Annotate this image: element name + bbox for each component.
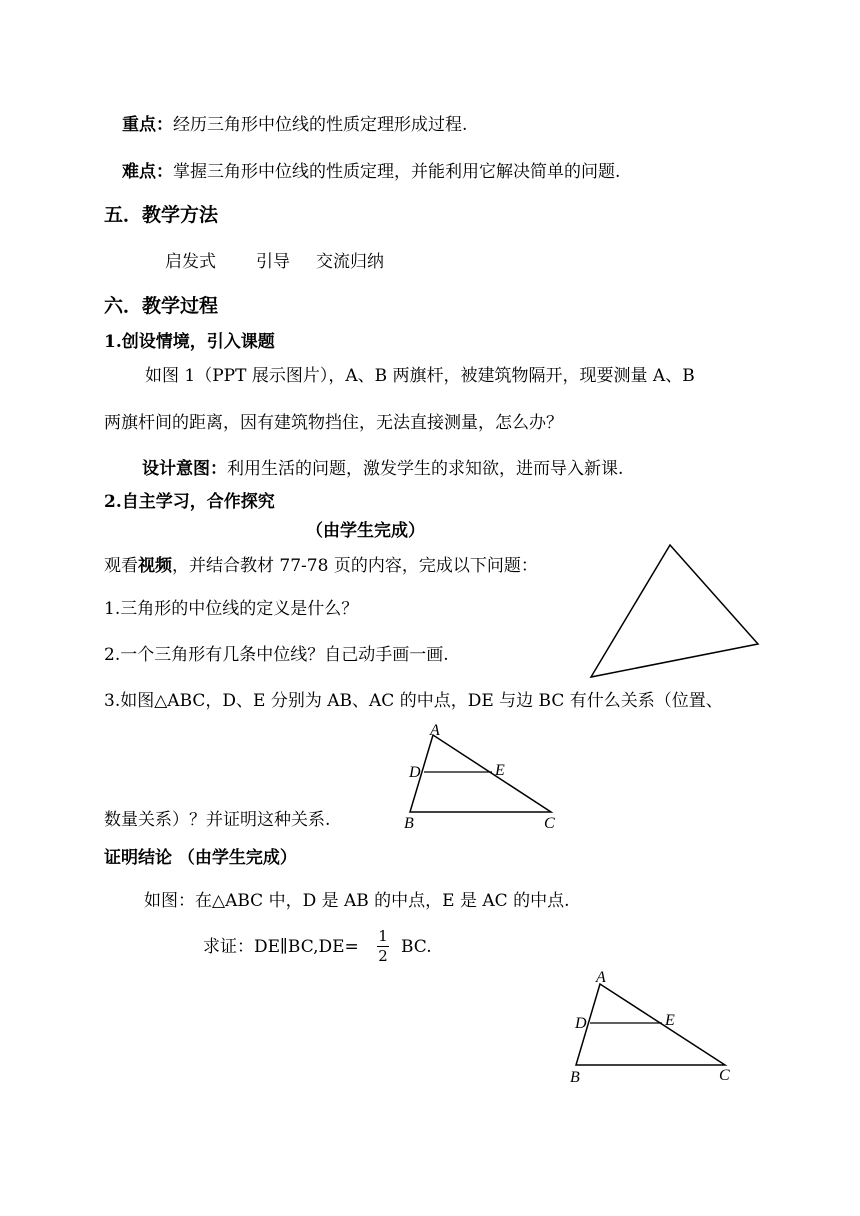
label-e-1: E: [495, 762, 505, 779]
section6-title: 六．教学过程: [104, 295, 219, 317]
difficulty-text: 掌握三角形中位线的性质定理，并能利用它解决简单的问题.: [173, 162, 621, 182]
difficulty-label: 难点：: [122, 162, 173, 182]
difficulty-line: [122, 160, 620, 184]
triangle-abc-1: [410, 735, 551, 812]
label-b-2: B: [570, 1069, 580, 1086]
focus-text: 经历三角形中位线的性质定理形成过程.: [173, 115, 468, 135]
watch-line: [104, 554, 538, 578]
intent-text: 利用生活的问题，激发学生的求知欲，进而导入新课.: [227, 459, 624, 479]
methods-line: [165, 250, 384, 274]
part1-title: 1.创设情境，引入课题: [104, 332, 275, 352]
proof-given: 如图：在△ABC 中，D 是 AB 的中点，E 是 AC 的中点.: [144, 891, 570, 911]
label-a-2: A: [596, 969, 606, 986]
fraction-one-half: [377, 928, 389, 965]
method-1: 启发式: [165, 252, 216, 272]
label-c-2: C: [719, 1067, 730, 1084]
blank-triangle: [591, 545, 758, 677]
proof-title: 证明结论 （由学生完成）: [104, 848, 297, 868]
watch-pre: 观看: [104, 556, 138, 576]
label-d-1: D: [409, 764, 421, 781]
watch-bold: 视频: [138, 556, 172, 576]
question-3-line2: 数量关系）？并证明这种关系.: [104, 810, 331, 830]
proof-prove-post: BC.: [401, 937, 432, 957]
part2-subtitle: （由学生完成）: [306, 521, 425, 541]
label-d-2: D: [575, 1015, 587, 1032]
method-3: 交流归纳: [316, 252, 384, 272]
question-2: 2.一个三角形有几条中位线？自己动手画一画.: [104, 645, 449, 665]
part1-line1: 如图 1（PPT 展示图片），A、B 两旗杆，被建筑物隔开，现要测量 A、B: [145, 366, 695, 386]
focus-label: 重点：: [122, 115, 173, 135]
label-b-1: B: [404, 815, 414, 832]
part2-title: 2.自主学习，合作探究: [104, 492, 275, 512]
intent-line: [142, 457, 623, 481]
watch-post: ，并结合教材 77-78 页的内容，完成以下问题：: [172, 556, 538, 576]
intent-label: 设计意图：: [142, 459, 227, 479]
question-3-line1: 3.如图△ABC，D、E 分别为 AB、AC 的中点，DE 与边 BC 有什么关系（位置、: [104, 691, 723, 711]
section5-title: 五．教学方法: [104, 204, 219, 226]
fraction-numerator: 1: [378, 927, 388, 945]
label-a-1: A: [430, 722, 440, 739]
proof-prove-pre: 求证：DE∥BC,DE=: [203, 937, 359, 957]
label-c-1: C: [544, 815, 555, 832]
fraction-denominator: 2: [378, 947, 388, 965]
focus-line: [122, 113, 467, 137]
triangle-abc-2: [576, 984, 725, 1065]
label-e-2: E: [665, 1012, 675, 1029]
question-1: 1.三角形的中位线的定义是什么？: [104, 599, 359, 619]
method-2: 引导: [256, 252, 290, 272]
part1-line2: 两旗杆间的距离，因有建筑物挡住，无法直接测量，怎么办？: [104, 413, 563, 433]
